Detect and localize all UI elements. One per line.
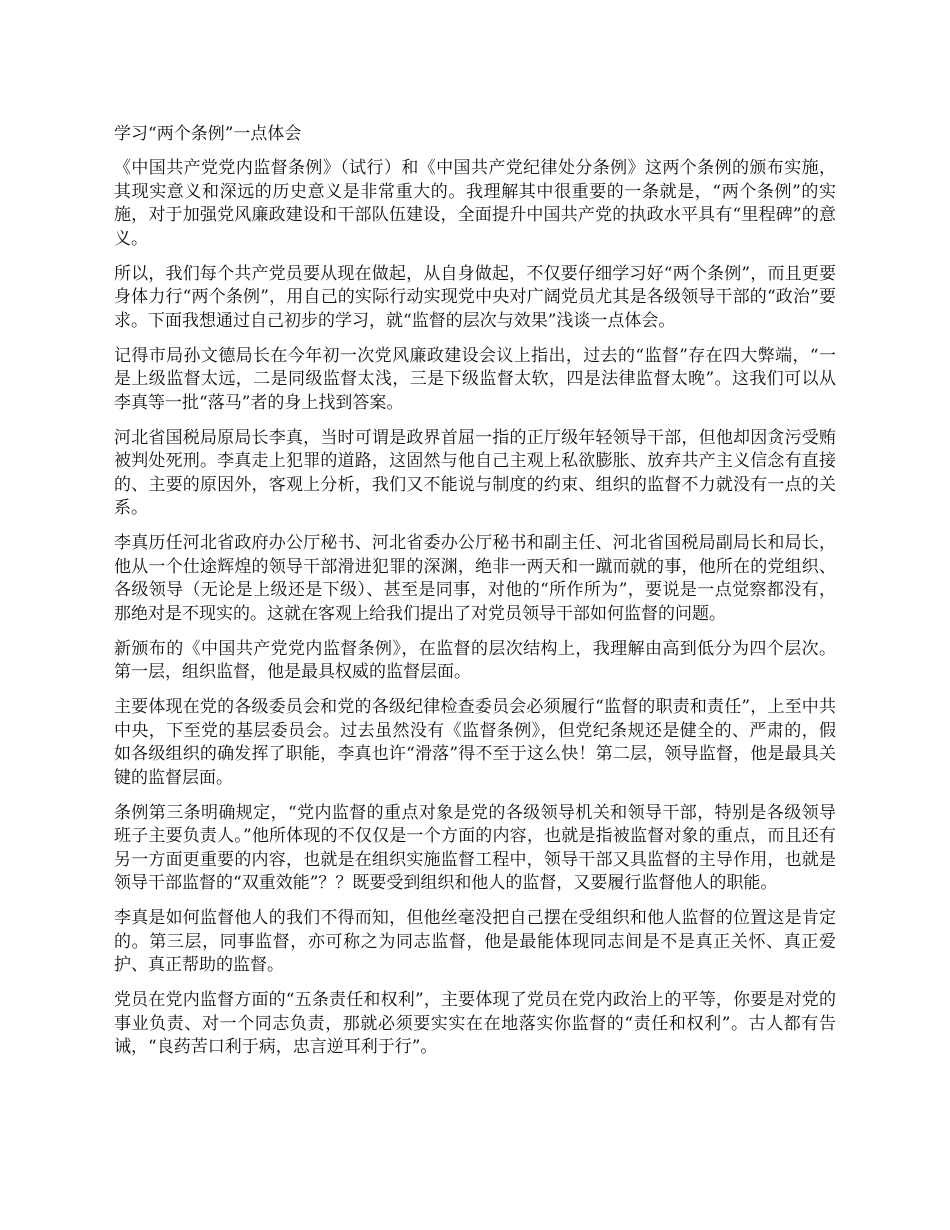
paragraph: 主要体现在党的各级委员会和党的各级纪律检查委员会必须履行“监督的职责和责任”，上至中共中央，下至党的基层委员会。过去虽然没有《监督条例》，但党纪条规还是健全的、严肃的，假如各级组织的确发挥了职能，李真也许“滑落”得不至于这么快！第二层，领导监督，他是最具关键的监督层面。 (114, 697, 836, 788)
document-title: 学习“两个条例”一点体会 (114, 124, 302, 144)
paragraph: 记得市局孙文德局长在今年初一次党风廉政建设会议上指出，过去的“监督”存在四大弊端，“一是上级监督太远，二是同级监督太浅，三是下级监督太软，四是法律监督太晚”。这我们可以从李真等一批“落马”者的身上找到答案。 (114, 345, 836, 413)
paragraph: 李真是如何监督他人的我们不得而知，但他丝毫没把自己摆在受组织和他人监督的位置这是肯定的。第三层，同事监督，亦可称之为同志监督，他是最能体现同志间是不是真正关怀、真正爱护、真正帮助的监督。 (114, 908, 836, 975)
paragraph: 党员在党内监督方面的“五条责任和权利”，主要体现了党员在党内政治上的平等，你要是对党的事业负责、对一个同志负责，那就必须要实实在在地落实你监督的“责任和权利”。古人都有告诫，“良药苦口利于病，忠言逆耳利于行”。 (114, 990, 836, 1057)
paragraph: 《中国共产党党内监督条例》（试行）和《中国共产党纪律处分条例》这两个条例的颁布实施，其现实意义和深远的历史意义是非常重大的。我理解其中很重要的一条就是，“两个条例”的实施，对于加强党风廉政建设和干部队伍建设，全面提升中国共产党的执政水平具有“里程碑”的意义。 (114, 158, 836, 249)
paragraph: 李真历任河北省政府办公厅秘书、河北省委办公厅秘书和副主任、河北省国税局副局长和局长，他从一个仕途辉煌的领导干部滑进犯罪的深渊，绝非一两天和一蹴而就的事，他所在的党组织、各级领导（无论是上级还是下级）、甚至是同事，对他的“所作所为”，要说是一点觉察都没有，那绝对是不现实的。这就在客观上给我们提出了对党员领导干部如何监督的问题。 (114, 533, 836, 624)
paragraph: 新颁布的《中国共产党党内监督条例》，在监督的层次结构上，我理解由高到低分为四个层次。第一层，组织监督，他是最具权威的监督层面。 (114, 638, 836, 682)
paragraph: 条例第三条明确规定，“党内监督的重点对象是党的各级领导机关和领导干部，特别是各级领导班子主要负责人。”他所体现的不仅仅是一个方面的内容，也就是指被监督对象的重点，而且还有另一方面更重要的内容，也就是在组织实施监督工程中，领导干部又具监督的主导作用，也就是领导干部监督的“双重效能”？？既要受到组织和他人的监督，又要履行监督他人的职能。 (114, 802, 836, 893)
paragraph: 所以，我们每个共产党员要从现在做起，从自身做起，不仅要仔细学习好“两个条例”，而且更要身体力行“两个条例”，用自己的实际行动实现党中央对广阔党员尤其是各级领导干部的“政治”要求。下面我想通过自己初步的学习，就“监督的层次与效果”浅谈一点体会。 (114, 263, 836, 331)
document-page (114, 122, 836, 1071)
paragraph: 河北省国税局原局长李真，当时可谓是政界首屈一指的正厅级年轻领导干部，但他却因贪污受贿被判处死刑。李真走上犯罪的道路，这固然与他自己主观上私欲膨胀、放弃共产主义信念有直接的、主要的原因外，客观上分析，我们又不能说与制度的约束、组织的监督不力就没有一点的关系。 (114, 427, 836, 518)
